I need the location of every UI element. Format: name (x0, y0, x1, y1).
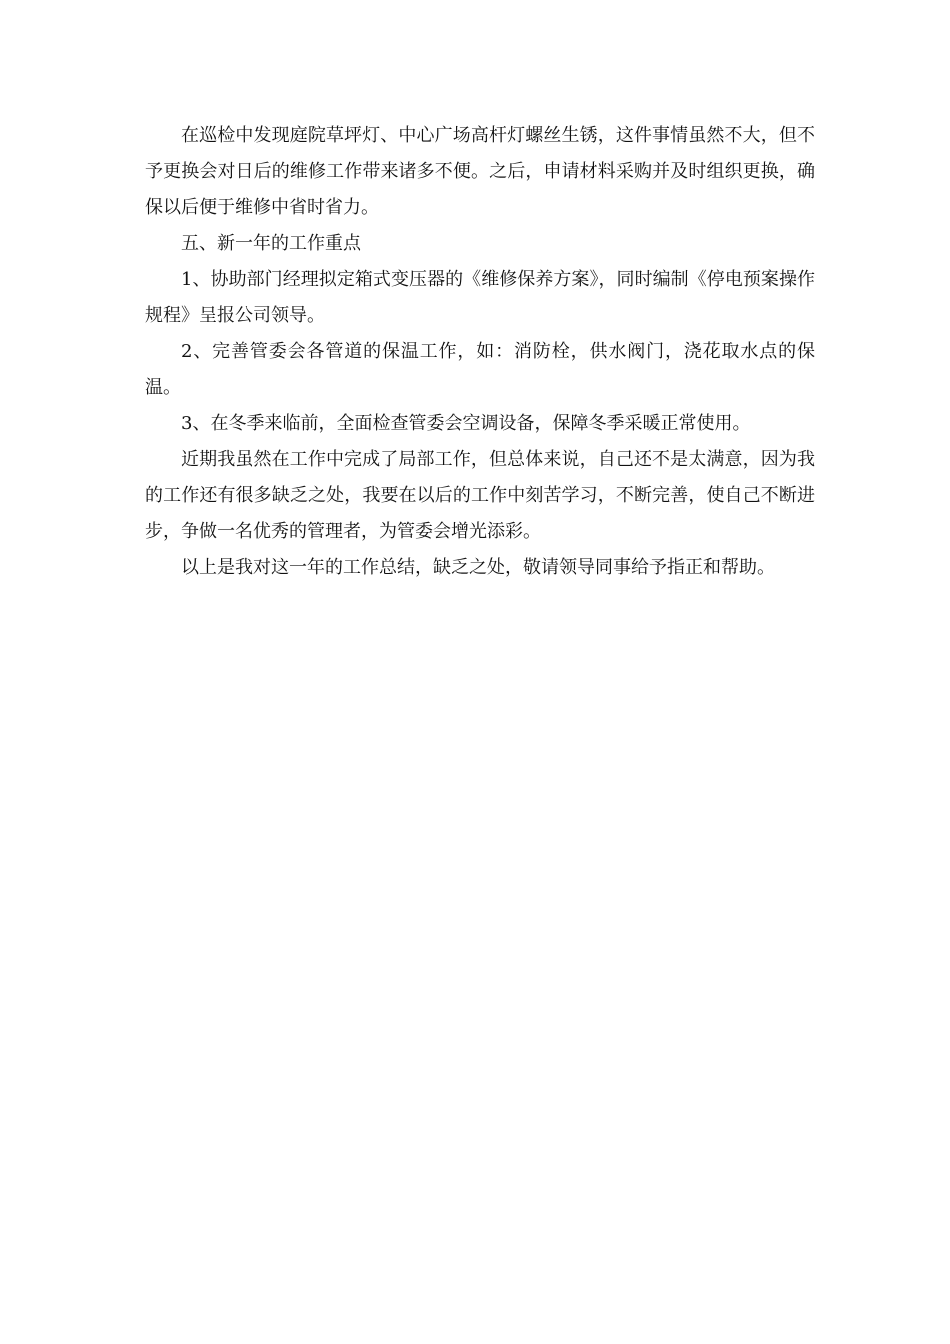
document-body (145, 118, 815, 586)
paragraph-item-1: 1、协助部门经理拟定箱式变压器的《维修保养方案》，同时编制《停电预案操作规程》呈报公司领导。 (145, 269, 815, 326)
paragraph-street-light-maintenance: 在巡检中发现庭院草坪灯、中心广场高杆灯螺丝生锈，这件事情虽然不大，但不予更换会对日后的维修工作带来诸多不便。之后，申请材料采购并及时组织更换，确保以后便于维修中省时省力。 (145, 125, 815, 218)
paragraph-item-3: 3、在冬季来临前，全面检查管委会空调设备，保障冬季采暖正常使用。 (181, 413, 751, 434)
paragraph-closing: 以上是我对这一年的工作总结，缺乏之处，敬请领导同事给予指正和帮助。 (181, 557, 775, 578)
paragraph-self-assessment: 近期我虽然在工作中完成了局部工作，但总体来说，自己还不是太满意，因为我的工作还有很多缺乏之处，我要在以后的工作中刻苦学习，不断完善，使自己不断进步，争做一名优秀的管理者，为管委会增光添彩。 (145, 449, 815, 542)
paragraph-item-2: 2、完善管委会各管道的保温工作，如：消防栓，供水阀门，浇花取水点的保温。 (145, 341, 815, 398)
section-heading-next-year-priorities: 五、新一年的工作重点 (181, 233, 361, 254)
